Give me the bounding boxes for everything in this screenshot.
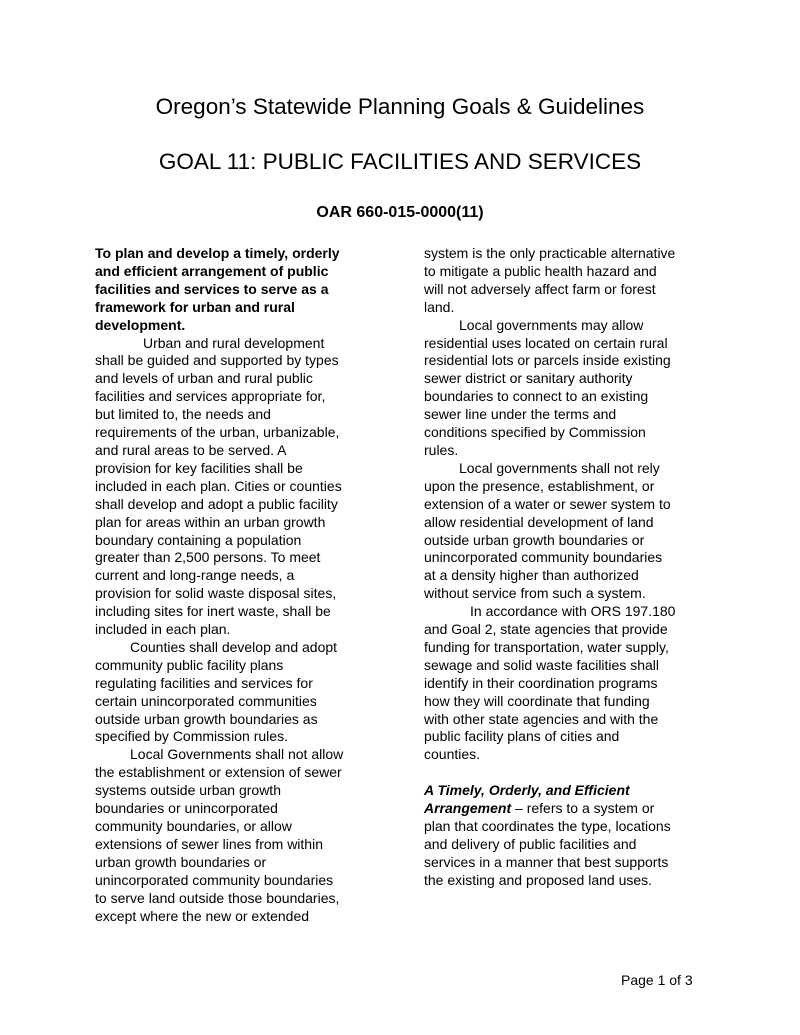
text-line: systems outside urban growth <box>95 782 281 799</box>
text-line: extension of a water or sewer system to <box>424 495 671 512</box>
text-line: urban growth boundaries or <box>95 853 267 870</box>
text-line: with other state agencies and with the <box>424 710 659 727</box>
definition-timely-orderly-efficient <box>424 782 714 889</box>
text-line: Counties shall develop and adopt <box>130 638 338 655</box>
text-line: will not adversely affect farm or forest <box>424 280 656 297</box>
text-line: how they will coordinate that funding <box>424 692 650 709</box>
text-line: provision for solid waste disposal sites, <box>95 585 337 602</box>
text-line: rules. <box>424 441 459 458</box>
text-line: facilities and services appropriate for, <box>95 388 326 405</box>
paragraph-spacer <box>424 764 714 782</box>
text-line: without service from such a system. <box>424 585 646 602</box>
paragraph-density-restriction <box>424 460 714 603</box>
text-line: unincorporated community boundaries <box>95 871 334 888</box>
text-line: plan for areas within an urban growth <box>95 513 326 530</box>
text-line: shall be guided and supported by types <box>95 352 339 369</box>
text-line: outside urban growth boundaries as <box>95 710 318 727</box>
text-line: residential lots or parcels inside existing <box>424 352 671 369</box>
text-line: Local governments shall not rely <box>459 459 660 476</box>
text-line: land. <box>424 298 455 315</box>
text-line: identify in their coordination programs <box>424 674 658 691</box>
text-line: boundary containing a population <box>95 531 302 548</box>
text-line: boundaries to connect to an existing <box>424 388 649 405</box>
text-line: development. <box>95 316 186 333</box>
text-line: requirements of the urban, urbanizable, <box>95 424 340 441</box>
paragraph-residential-sewer-connection <box>424 317 714 460</box>
paragraph-county-facility-plans <box>95 639 377 746</box>
text-line: conditions specified by Commission <box>424 424 646 441</box>
text-line: including sites for inert waste, shall be <box>95 603 331 620</box>
goal-purpose-statement <box>95 245 377 335</box>
text-line: residential uses located on certain rural <box>424 334 668 351</box>
definition-term: Arrangement <box>424 800 512 817</box>
text-line: sewer line under the terms and <box>424 406 617 423</box>
text-line: extensions of sewer lines from within <box>95 835 323 852</box>
text-line: included in each plan. Cities or counties <box>95 477 342 494</box>
text-line: facilities and services to serve as a <box>95 280 329 297</box>
text-line: public facility plans of cities and <box>424 728 620 745</box>
text-line: Urban and rural development <box>143 334 325 351</box>
text-line: funding for transportation, water supply, <box>424 638 669 655</box>
text-line: regulating facilities and services for <box>95 674 313 691</box>
text-line: and levels of urban and rural public <box>95 370 313 387</box>
text-line: the existing and proposed land uses. <box>424 871 653 888</box>
definition-term: A Timely, Orderly, and Efficient <box>424 782 630 799</box>
text-line: sewer district or sanitary authority <box>424 370 633 387</box>
text-line: Local Governments shall not allow <box>130 746 344 763</box>
text-line: unincorporated community boundaries <box>424 549 663 566</box>
document-title: Oregon’s Statewide Planning Goals & Guidelines <box>155 94 645 119</box>
left-column <box>95 245 377 925</box>
text-line: certain unincorporated communities <box>95 692 317 709</box>
text-line: services in a manner that best supports <box>424 853 669 870</box>
text-line: system is the only practicable alternative <box>424 245 676 261</box>
text-line: outside urban growth boundaries or <box>424 531 645 548</box>
text-line: included in each plan. <box>95 621 231 638</box>
text-line: provision for key facilities shall be <box>95 459 303 476</box>
text-line: and efficient arrangement of public <box>95 262 329 279</box>
text-line: greater than 2,500 persons. To meet <box>95 549 321 566</box>
text-line: specified by Commission rules. <box>95 728 288 745</box>
text-line: In accordance with ORS 197.180 <box>470 603 676 620</box>
text-line: at a density higher than authorized <box>424 567 639 584</box>
text-line: plan that coordinates the type, locations <box>424 817 671 834</box>
paragraph-sewer-extension-continued <box>424 245 714 317</box>
text-line: community boundaries, or allow <box>95 818 292 834</box>
paragraph-sewer-extension <box>95 746 377 925</box>
text-line: and Goal 2, state agencies that provide <box>424 621 668 638</box>
page-number: Page 1 of 3 <box>621 972 693 988</box>
paragraph-state-agency-coordination <box>424 603 714 764</box>
text-line: to mitigate a public health hazard and <box>424 262 657 279</box>
text-line: allow residential development of land <box>424 513 654 530</box>
text-line: counties. <box>424 746 481 763</box>
text-line: and delivery of public facilities and <box>424 835 637 852</box>
text-line: shall develop and adopt a public facility <box>95 495 338 512</box>
text-line: current and long-range needs, a <box>95 567 295 584</box>
text-line: except where the new or extended <box>95 907 310 924</box>
text-line: but limited to, the needs and <box>95 406 271 423</box>
text-line: community public facility plans <box>95 656 284 673</box>
text-line <box>424 800 714 818</box>
text-line: upon the presence, establishment, or <box>424 477 655 494</box>
text-line: Local governments may allow <box>459 316 644 333</box>
paragraph-urban-rural-development <box>95 335 377 639</box>
text-line: To plan and develop a timely, orderly <box>95 245 340 261</box>
oar-reference: OAR 660-015-0000(11) <box>316 204 484 221</box>
text-line: sewage and solid waste facilities shall <box>424 656 660 673</box>
goal-title: GOAL 11: PUBLIC FACILITIES AND SERVICES <box>158 149 642 174</box>
text-line: boundaries or unincorporated <box>95 800 278 817</box>
text-line: and rural areas to be served. A <box>95 441 287 458</box>
text-line: framework for urban and rural <box>95 298 295 315</box>
text-line: to serve land outside those boundaries, <box>95 889 340 906</box>
right-column <box>424 245 714 890</box>
definition-text: – refers to a system or <box>511 800 655 817</box>
text-line: the establishment or extension of sewer <box>95 764 342 781</box>
